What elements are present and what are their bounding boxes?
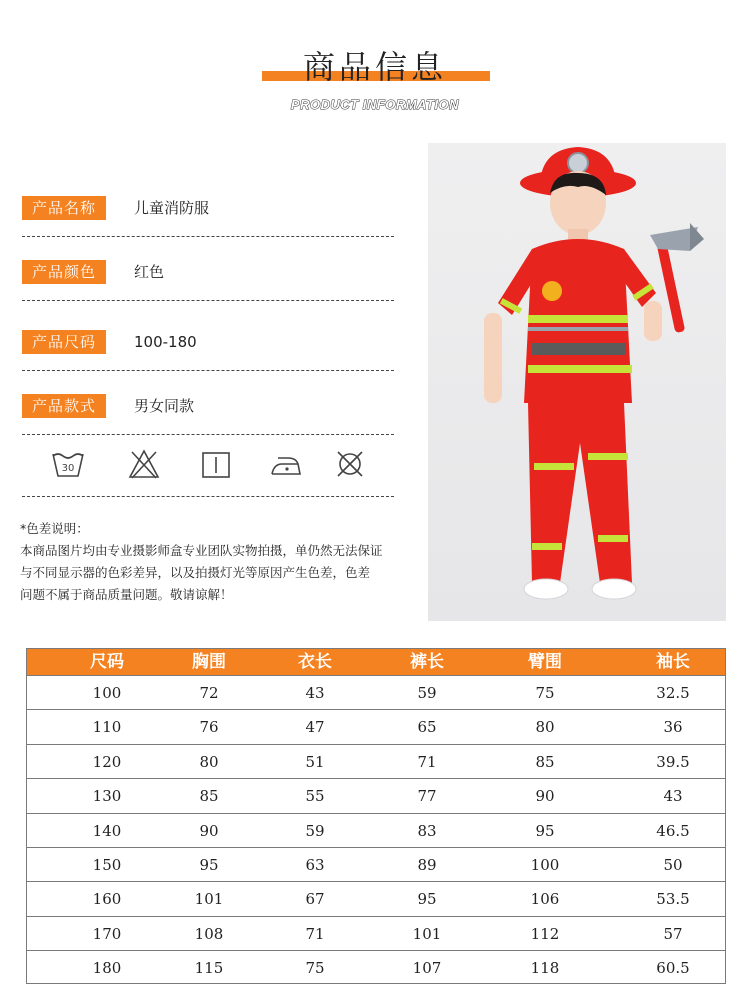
dashed-divider xyxy=(22,300,394,301)
note-line: 与不同显示器的色彩差异，以及拍摄灯光等原因产生色差，色差 xyxy=(20,565,371,580)
header-sleeve: 袖长 xyxy=(656,652,690,672)
table-row xyxy=(27,778,725,813)
table-cell: 95 xyxy=(535,821,555,840)
table-cell: 67 xyxy=(305,890,325,909)
table-cell: 112 xyxy=(530,924,560,943)
table-cell: 77 xyxy=(417,787,437,806)
page-subtitle: PRODUCT INFORMATION xyxy=(290,97,460,112)
table-cell: 80 xyxy=(199,752,219,771)
info-label: 产品颜色 xyxy=(22,260,106,284)
table-cell: 71 xyxy=(305,924,325,943)
header-chest: 胸围 xyxy=(192,652,226,672)
table-cell: 130 xyxy=(92,787,122,806)
table-cell: 115 xyxy=(194,959,224,978)
table-cell: 160 xyxy=(92,890,122,909)
dashed-divider xyxy=(22,236,394,237)
table-row xyxy=(27,881,725,916)
info-row-style xyxy=(22,394,394,434)
table-cell: 71 xyxy=(417,752,437,771)
no-tumble-dry-icon xyxy=(332,446,368,482)
table-cell: 60.5 xyxy=(656,959,690,978)
table-cell: 43 xyxy=(663,787,683,806)
table-cell: 95 xyxy=(199,856,219,874)
table-cell: 170 xyxy=(92,924,122,943)
table-cell: 46.5 xyxy=(656,821,690,840)
table-cell: 36 xyxy=(663,718,683,737)
header-arm: 臂围 xyxy=(528,652,562,672)
table-cell: 51 xyxy=(305,752,325,771)
note-line: 本商品图片均由专业摄影师盒专业团队实物拍摄，单仍然无法保证 xyxy=(20,543,383,558)
info-label: 产品尺码 xyxy=(22,330,106,354)
table-row xyxy=(27,709,725,744)
table-cell: 106 xyxy=(530,890,560,909)
size-chart-table xyxy=(26,648,726,984)
color-difference-note xyxy=(20,518,430,606)
table-header xyxy=(27,649,725,675)
info-value: 儿童消防服 xyxy=(134,199,210,217)
info-label: 产品款式 xyxy=(22,394,106,418)
table-cell: 63 xyxy=(305,856,325,874)
dashed-divider xyxy=(22,496,394,497)
table-cell: 53.5 xyxy=(656,890,690,909)
dashed-divider xyxy=(22,434,394,435)
table-cell: 59 xyxy=(305,821,325,840)
table-cell: 50 xyxy=(663,856,683,874)
table-cell: 107 xyxy=(412,959,442,978)
table-cell: 39.5 xyxy=(656,752,690,771)
page-title: 商品信息 xyxy=(302,48,447,86)
table-cell: 101 xyxy=(194,890,224,909)
info-value: 红色 xyxy=(134,263,165,281)
table-cell: 90 xyxy=(535,787,555,806)
wash-30-icon xyxy=(50,446,86,482)
info-row-color xyxy=(22,260,394,300)
no-bleach-icon xyxy=(126,446,162,482)
table-cell: 72 xyxy=(199,684,219,702)
table-cell: 118 xyxy=(530,959,560,978)
info-value: 男女同款 xyxy=(134,397,195,415)
wash-temperature: 30 xyxy=(61,463,75,474)
table-cell: 55 xyxy=(305,787,325,806)
table-cell: 100 xyxy=(530,856,560,874)
note-line: 问题不属于商品质量问题。敬请谅解！ xyxy=(20,587,233,602)
table-cell: 180 xyxy=(92,959,122,978)
table-row xyxy=(27,847,725,882)
table-row xyxy=(27,916,725,951)
table-row xyxy=(27,813,725,848)
table-cell: 80 xyxy=(535,718,555,737)
table-cell: 85 xyxy=(535,752,555,771)
table-cell: 57 xyxy=(663,924,683,943)
dashed-divider xyxy=(22,370,394,371)
table-cell: 85 xyxy=(199,787,219,806)
table-cell: 43 xyxy=(305,684,325,702)
table-cell: 59 xyxy=(417,684,437,702)
header-size: 尺码 xyxy=(90,652,124,672)
table-row xyxy=(27,744,725,779)
info-row-size xyxy=(22,330,394,370)
table-row xyxy=(27,950,725,985)
table-cell: 95 xyxy=(417,890,437,909)
table-cell: 75 xyxy=(305,959,325,978)
table-cell: 75 xyxy=(535,684,555,702)
table-cell: 101 xyxy=(412,924,442,943)
info-row-name xyxy=(22,196,394,236)
table-cell: 110 xyxy=(92,718,122,737)
table-cell: 100 xyxy=(92,684,122,702)
care-instructions xyxy=(40,446,380,482)
info-label: 产品名称 xyxy=(22,196,106,220)
table-cell: 120 xyxy=(92,752,122,771)
header-pants-length: 裤长 xyxy=(410,652,444,672)
info-value: 100-180 xyxy=(134,333,197,351)
iron-low-icon xyxy=(268,446,304,482)
table-cell: 108 xyxy=(194,924,224,943)
note-title: *色差说明： xyxy=(20,521,89,536)
product-photo xyxy=(428,143,726,621)
table-cell: 47 xyxy=(305,718,325,737)
table-cell: 140 xyxy=(92,821,122,840)
table-cell: 150 xyxy=(92,856,122,874)
table-row xyxy=(27,675,725,710)
table-cell: 65 xyxy=(417,718,437,737)
table-cell: 76 xyxy=(199,718,219,737)
table-cell: 89 xyxy=(417,856,437,874)
child-firefighter-illustration xyxy=(428,143,726,621)
table-cell: 32.5 xyxy=(656,684,690,702)
table-cell: 90 xyxy=(199,821,219,840)
line-dry-icon xyxy=(198,446,234,482)
table-cell: 83 xyxy=(417,821,437,840)
header-length: 衣长 xyxy=(298,652,332,672)
